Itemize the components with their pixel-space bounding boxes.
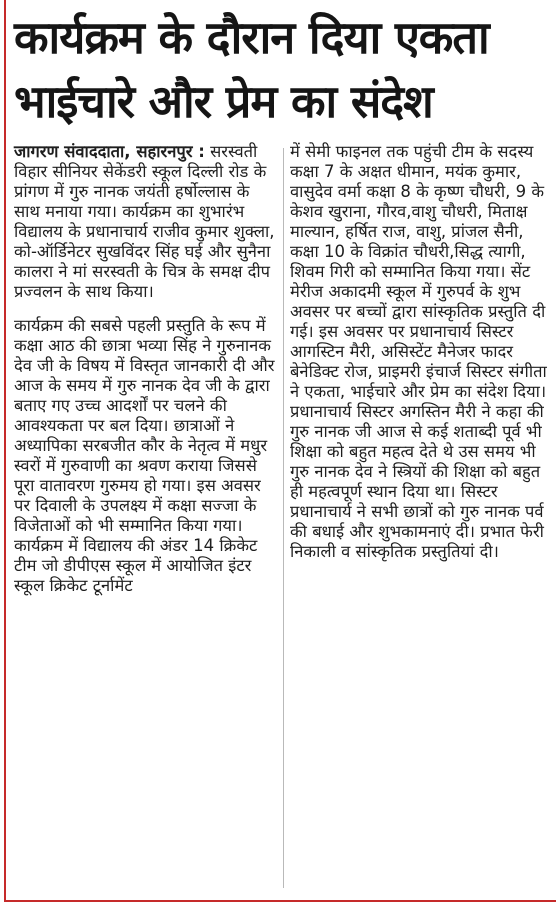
article-headline: कार्यक्रम के दौरान दिया एकता भाईचारे और प्रेम का संदेश [14,11,489,128]
page-border-bottom [4,900,556,902]
column-divider [283,148,284,888]
article-paragraph-2: कार्यक्रम की सबसे पहली प्रस्तुति के रूप में कक्षा आठ की छात्रा भव्या सिंह ने गुरुनानक देव जी के विषय में विस्तृत जानकारी दी और आज के समय में गुरु नानक देव जी के द्वारा बताए गए उच्च आदर्शों पर चलने की आवश्यकता पर बल दिया। छात्राओं ने अध्यापिका सरबजीत कौर के नेतृत्व में मधुर स्वरों में गुरुवाणी का श्रवण कराया जिससे पूरा वातावरण गुरुमय हो गया। इस अवसर पर दिवाली के उपलक्ष्य में कक्षा सज्जा के विजेताओं को भी सम्मानित किया गया। कार्यक्रम में विद्यालय की अंडर 14 क्रिकेट टीम जो डीपीएस स्कूल में आयोजित इंटर स्कूल क्रिकेट टूर्नामेंट [14,316,275,595]
article-column-left [14,142,276,596]
page-border-left [4,0,6,902]
article-paragraph-continued: में सेमी फाइनल तक पहुंची टीम के सदस्य कक्षा 7 के अक्षत धीमान, मयंक कुमार, वासुदेव वर्मा कक्षा 8 के कृष्ण चौधरी, 9 के केशव खुराना, गौरव,वाशु चौधरी, मिताक्ष माल्यान, हर्षित राज, वाशु, प्रांजल सैनी, कक्षा 10 के विक्रांत चौधरी,सिद्ध त्यागी, शिवम गिरी को सम्मानित किया गया। सेंट मेरीज अकादमी स्कूल में गुरुपर्व के शुभ अवसर पर बच्चों द्वारा सांस्कृतिक प्रस्तुति दी गई। इस अवसर पर प्रधानाचार्य सिस्टर आगस्टिन मैरी, असिस्टेंट मैनेजर फादर बेनेडिक्ट रोज, प्राइमरी इंचार्ज सिस्टर संगीता ने एकता, भाईचारे और प्रेम का संदेश दिया। प्रधानाचार्य सिस्टर अगस्तिन मैरी ने कहा की गुरु नानक जी आज से कई शताब्दी पूर्व भी शिक्षा को बहुत महत्व देते थे उस समय भी गुरु नानक देव ने स्त्रियों की शिक्षा को बहुत ही महत्वपूर्ण स्थान दिया था। सिस्टर प्रधानाचार्य ने सभी छात्रों को गुरु नानक पर्व की बधाई और शुभकामनाएं दी। प्रभात फेरी निकाली व सांस्कृतिक प्रस्तुतियां दी। [290,142,547,561]
article-paragraph-intro [14,142,276,302]
article-intro-text: सरस्वती विहार सीनियर सेकेंडरी स्कूल दिल्ली रोड के प्रांगण में गुरु नानक जयंती हर्षोल्लास के साथ मनाया गया। कार्यक्रम का शुभारंभ विद्यालय के प्रधानाचार्य राजीव कुमार शुक्ला, को-ऑर्डिनेटर सुखविंदर सिंह घई और सुनैना कालरा ने मां सरस्वती के चित्र के समक्ष दीप प्रज्वलन के साथ किया। [14,142,275,301]
article-column-right [290,142,552,562]
article-byline: जागरण संवाददाता, सहारनपुर : [14,142,205,161]
